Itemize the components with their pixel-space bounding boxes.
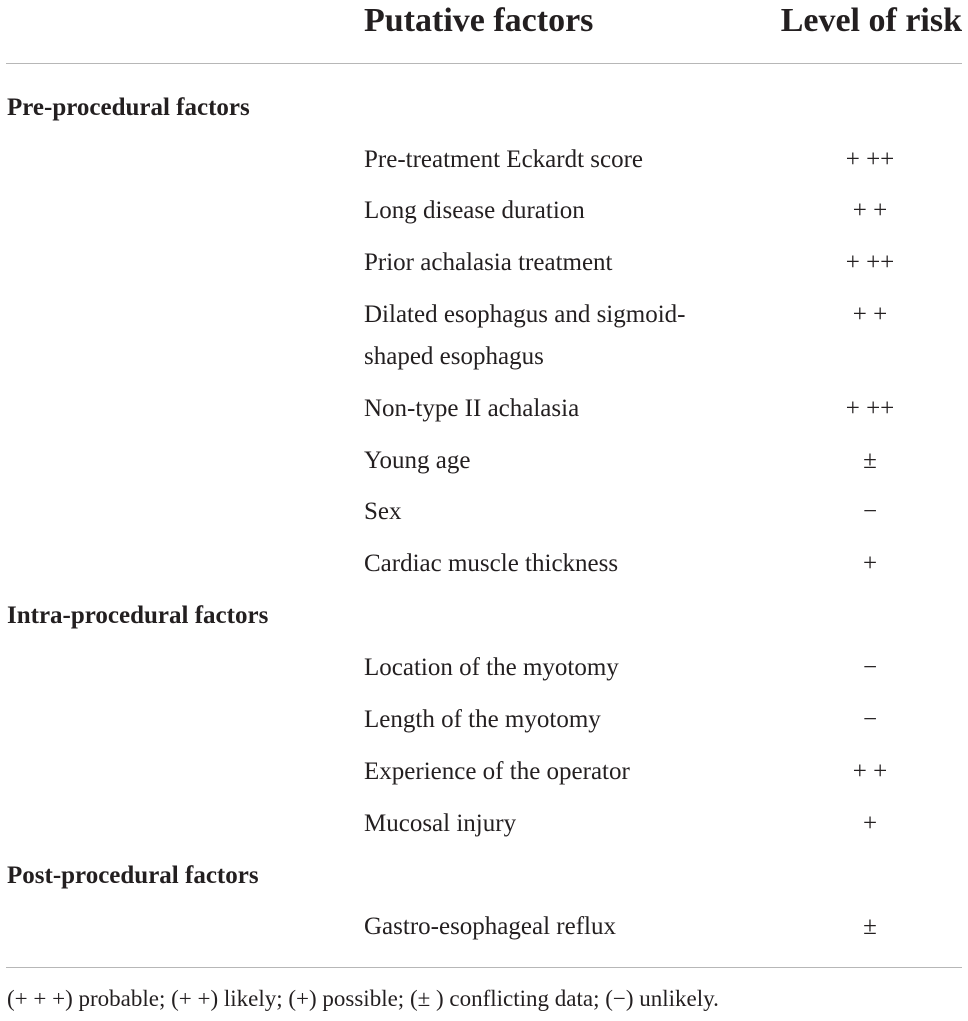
factor-cell: Sex [364,498,402,525]
factor-cell: Young age [364,447,471,474]
column-header-putative-factors: Putative factors [364,2,594,39]
risk-cell: − [862,498,878,525]
risk-cell: ± [863,913,877,940]
column-header-level-of-risk: Level of risk [780,2,962,39]
factor-cell: Non-type II achalasia [364,395,580,422]
table-footnote: (+ + +) probable; (+ +) likely; (+) possible; (± ) conflicting data; (−) unlikely. [7,986,719,1011]
section-title-pre-procedural: Pre-procedural factors [7,94,250,121]
factor-cell: Long disease duration [364,197,585,224]
risk-cell: + + [852,197,888,224]
risk-cell: + ++ [845,146,895,173]
risk-cell: − [862,654,878,681]
risk-cell: + + [852,758,888,785]
section-title-intra-procedural: Intra-procedural factors [7,602,269,629]
risk-cell: − [862,706,878,733]
factor-cell: Dilated esophagus and sigmoid-shaped esophagus [364,301,686,370]
factor-cell: Gastro-esophageal reflux [364,913,616,940]
risk-cell: + [862,550,878,577]
risk-cell: + ++ [845,395,895,422]
header-divider [6,63,962,64]
factor-cell: Pre-treatment Eckardt score [364,146,644,173]
section-title-post-procedural: Post-procedural factors [7,862,259,889]
factor-cell: Location of the myotomy [364,654,619,681]
factor-cell: Experience of the operator [364,758,630,785]
risk-cell: ± [863,447,877,474]
footer-divider [6,967,962,968]
factor-cell: Length of the myotomy [364,706,601,733]
risk-cell: + + [852,301,888,328]
factor-cell: Prior achalasia treatment [364,249,613,276]
factor-cell: Cardiac muscle thickness [364,550,619,577]
risk-cell: + [862,810,878,837]
risk-cell: + ++ [845,249,895,276]
factor-cell: Mucosal injury [364,810,517,837]
